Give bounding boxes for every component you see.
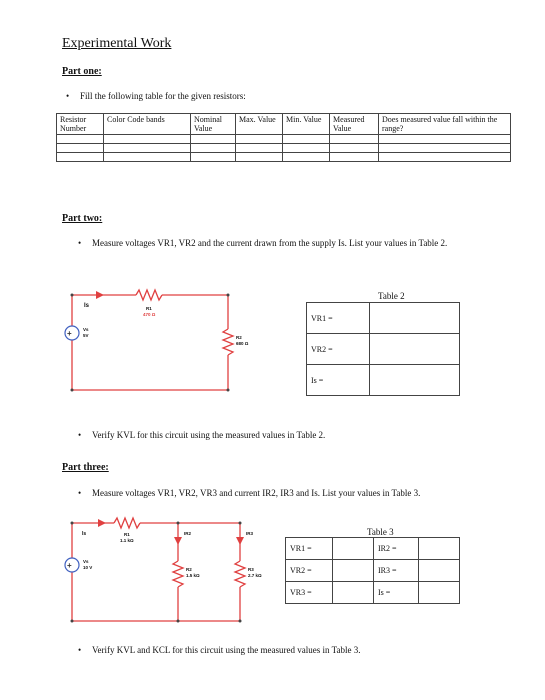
- cell-vr3: VR3 =: [286, 582, 333, 604]
- svg-text:+: +: [67, 329, 72, 338]
- page-title: Experimental Work: [62, 36, 172, 51]
- part-one-instruction: • Fill the following table for the given resistors:: [66, 91, 246, 101]
- table-three: [285, 537, 460, 604]
- resistor-table: [56, 113, 511, 162]
- part-two-instruction: • Measure voltages VR1, VR2 and the current drawn from the supply Is. List your values in Table 2.: [78, 238, 448, 248]
- arrow-down-icon: [174, 537, 182, 545]
- arrow-right-icon: [96, 291, 104, 299]
- table-row: [57, 144, 511, 153]
- label-is: Is: [82, 531, 87, 537]
- table-row: [57, 135, 511, 144]
- label-r3-value: 2.7 kΩ: [248, 573, 262, 578]
- part-three-verify: • Verify KVL and KCL for this circuit using the measured values in Table 3.: [78, 645, 361, 655]
- table-three-title: Table 3: [367, 527, 394, 537]
- part-two-heading: Part two:: [62, 213, 103, 224]
- label-vs-value: 5V: [83, 333, 89, 338]
- cell-vr1: VR1 =: [307, 303, 370, 334]
- label-vs: Vs: [83, 327, 89, 332]
- col-color-code: Color Code bands: [104, 114, 191, 135]
- label-r1-value: 470 Ω: [143, 312, 156, 317]
- cell-vr2: VR2 =: [307, 334, 370, 365]
- label-ir3: IR3: [246, 531, 254, 536]
- label-r2: R2: [236, 335, 242, 340]
- svg-text:+: +: [67, 561, 72, 570]
- cell-vr2: VR2 =: [286, 560, 333, 582]
- arrow-right-icon: [98, 519, 106, 527]
- label-r1: R1: [146, 306, 152, 311]
- label-r2-value: 680 Ω: [236, 341, 249, 346]
- cell-ir2: IR2 =: [374, 538, 419, 560]
- col-measured: Measured Value: [330, 114, 379, 135]
- col-within-range: Does measured value fall within the range?: [379, 114, 511, 135]
- label-r2: R2: [186, 567, 192, 572]
- col-min: Min. Value: [283, 114, 330, 135]
- col-resistor-number: Resistor Number: [57, 114, 104, 135]
- col-nominal: Nominal Value: [191, 114, 236, 135]
- label-r2-value: 1.5 kΩ: [186, 573, 200, 578]
- table-two: [306, 302, 460, 396]
- cell-ir3: IR3 =: [374, 560, 419, 582]
- part-one-heading: Part one:: [62, 66, 102, 77]
- cell-vr1: VR1 =: [286, 538, 333, 560]
- circuit-diagram-three: [64, 515, 274, 630]
- label-r1: R1: [124, 532, 130, 537]
- part-three-heading: Part three:: [62, 462, 109, 473]
- label-is: Is: [84, 303, 90, 309]
- label-r3: R3: [248, 567, 254, 572]
- table-row: [57, 153, 511, 162]
- table-two-title: Table 2: [378, 291, 405, 301]
- arrow-down-icon: [236, 537, 244, 545]
- label-vs: Vs: [83, 559, 89, 564]
- label-vs-value: 10 V: [83, 565, 93, 570]
- circuit-diagram-two: [64, 283, 274, 398]
- part-two-verify: • Verify KVL for this circuit using the measured values in Table 2.: [78, 430, 326, 440]
- label-ir2: IR2: [184, 531, 192, 536]
- label-r1-value: 1.1 kΩ: [120, 538, 134, 543]
- cell-is: Is =: [374, 582, 419, 604]
- col-max: Max. Value: [236, 114, 283, 135]
- part-three-instruction: • Measure voltages VR1, VR2, VR3 and current IR2, IR3 and Is. List your values in Table 3.: [78, 488, 421, 498]
- cell-is: Is =: [307, 365, 370, 396]
